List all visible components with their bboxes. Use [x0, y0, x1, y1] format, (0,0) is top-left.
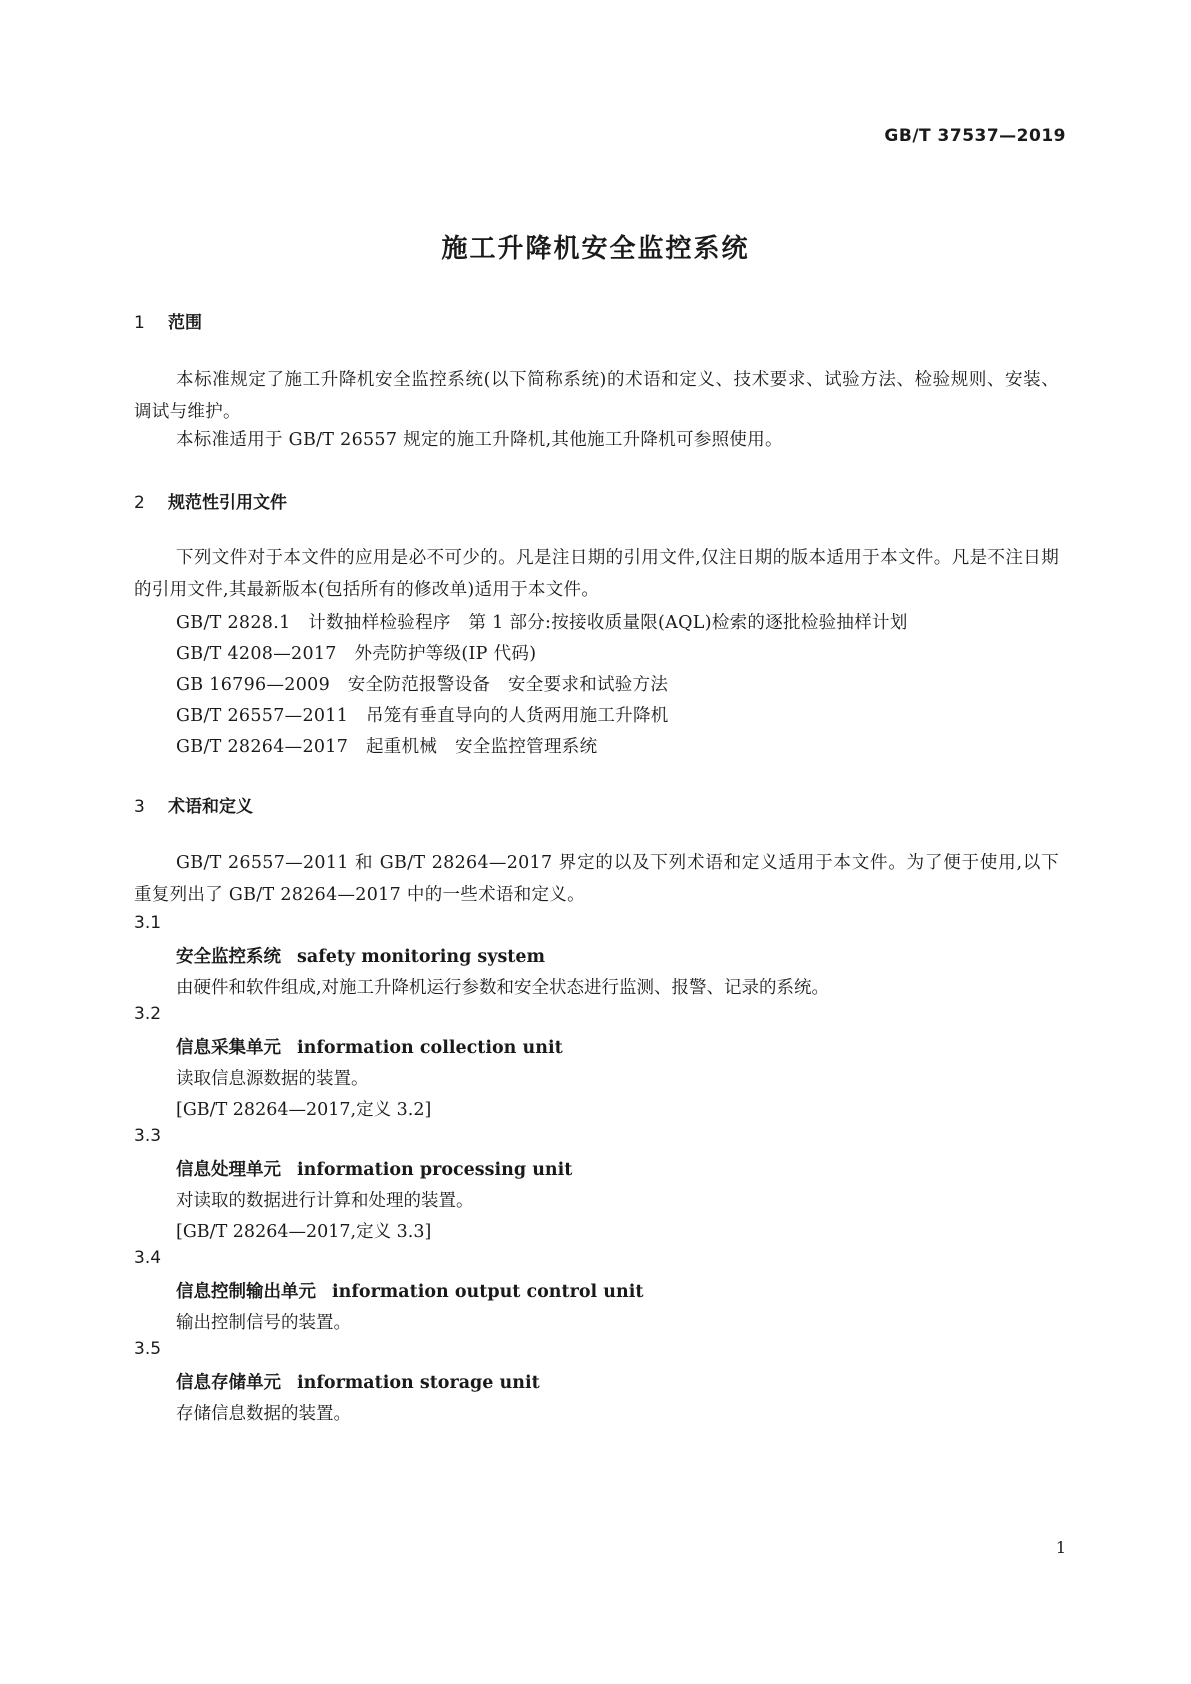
page-number: 1 [1055, 1538, 1066, 1557]
term-source: [GB/T 28264—2017,定义 3.2] [176, 1100, 432, 1120]
term-definition: 对读取的数据进行计算和处理的装置。 [176, 1191, 474, 1211]
term-name [176, 1156, 572, 1181]
section-heading-terms [134, 792, 253, 817]
reference-item: GB/T 28264—2017 起重机械 安全监控管理系统 [176, 737, 598, 757]
term-english: safety monitoring system [297, 947, 546, 967]
term-name [176, 1278, 643, 1303]
terms-intro: GB/T 26557—2011 和 GB/T 28264—2017 界定的以及下列术语和定义适用于本文件。为了便于使用,以下重复列出了 GB/T 28264—2017 中的一些术语和定义。 [134, 853, 1059, 905]
term-english: information processing unit [297, 1160, 573, 1180]
term-number: 3.4 [134, 1248, 162, 1268]
reference-item: GB/T 26557—2011 吊笼有垂直导向的人货两用施工升降机 [176, 706, 669, 726]
term-definition: 存储信息数据的装置。 [176, 1404, 351, 1424]
reference-item: GB 16796—2009 安全防范报警设备 安全要求和试验方法 [176, 675, 669, 695]
term-name [176, 1034, 563, 1059]
term-chinese: 信息存储单元 [176, 1373, 281, 1393]
scope-paragraph-1: 本标准规定了施工升降机安全监控系统(以下简称系统)的术语和定义、技术要求、试验方法、检验规则、安装、调试与维护。 [134, 370, 1059, 422]
term-name [176, 943, 545, 968]
section-number: 2 [134, 493, 145, 513]
term-definition: 读取信息源数据的装置。 [176, 1069, 369, 1089]
term-english: information output control unit [332, 1282, 644, 1302]
scope-paragraph-2: 本标准适用于 GB/T 26557 规定的施工升降机,其他施工升降机可参照使用。 [176, 430, 783, 450]
term-chinese: 信息控制输出单元 [176, 1282, 316, 1302]
section-title: 规范性引用文件 [168, 493, 287, 513]
term-chinese: 信息采集单元 [176, 1038, 281, 1058]
term-number: 3.2 [134, 1004, 162, 1024]
term-number: 3.3 [134, 1126, 162, 1146]
section-heading-scope [134, 308, 202, 333]
section-title: 范围 [168, 313, 202, 333]
term-name [176, 1369, 540, 1394]
term-number: 3.1 [134, 913, 162, 933]
term-definition: 由硬件和软件组成,对施工升降机运行参数和安全状态进行监测、报警、记录的系统。 [176, 978, 830, 998]
section-heading-normative-references [134, 488, 287, 513]
term-english: information storage unit [297, 1373, 540, 1393]
term-chinese: 信息处理单元 [176, 1160, 281, 1180]
standard-code: GB/T 37537—2019 [884, 126, 1066, 146]
reference-item: GB/T 2828.1 计数抽样检验程序 第 1 部分:按接收质量限(AQL)检索的逐批检验抽样计划 [176, 613, 908, 633]
term-source: [GB/T 28264—2017,定义 3.3] [176, 1222, 432, 1242]
references-intro: 下列文件对于本文件的应用是必不可少的。凡是注日期的引用文件,仅注日期的版本适用于本文件。凡是不注日期的引用文件,其最新版本(包括所有的修改单)适用于本文件。 [134, 548, 1059, 600]
section-number: 1 [134, 313, 145, 333]
section-number: 3 [134, 797, 145, 817]
term-definition: 输出控制信号的装置。 [176, 1313, 351, 1333]
term-number: 3.5 [134, 1339, 162, 1359]
term-chinese: 安全监控系统 [176, 947, 281, 967]
document-title: 施工升降机安全监控系统 [441, 234, 750, 264]
term-english: information collection unit [297, 1038, 563, 1058]
reference-item: GB/T 4208—2017 外壳防护等级(IP 代码) [176, 644, 537, 664]
section-title: 术语和定义 [168, 797, 253, 817]
